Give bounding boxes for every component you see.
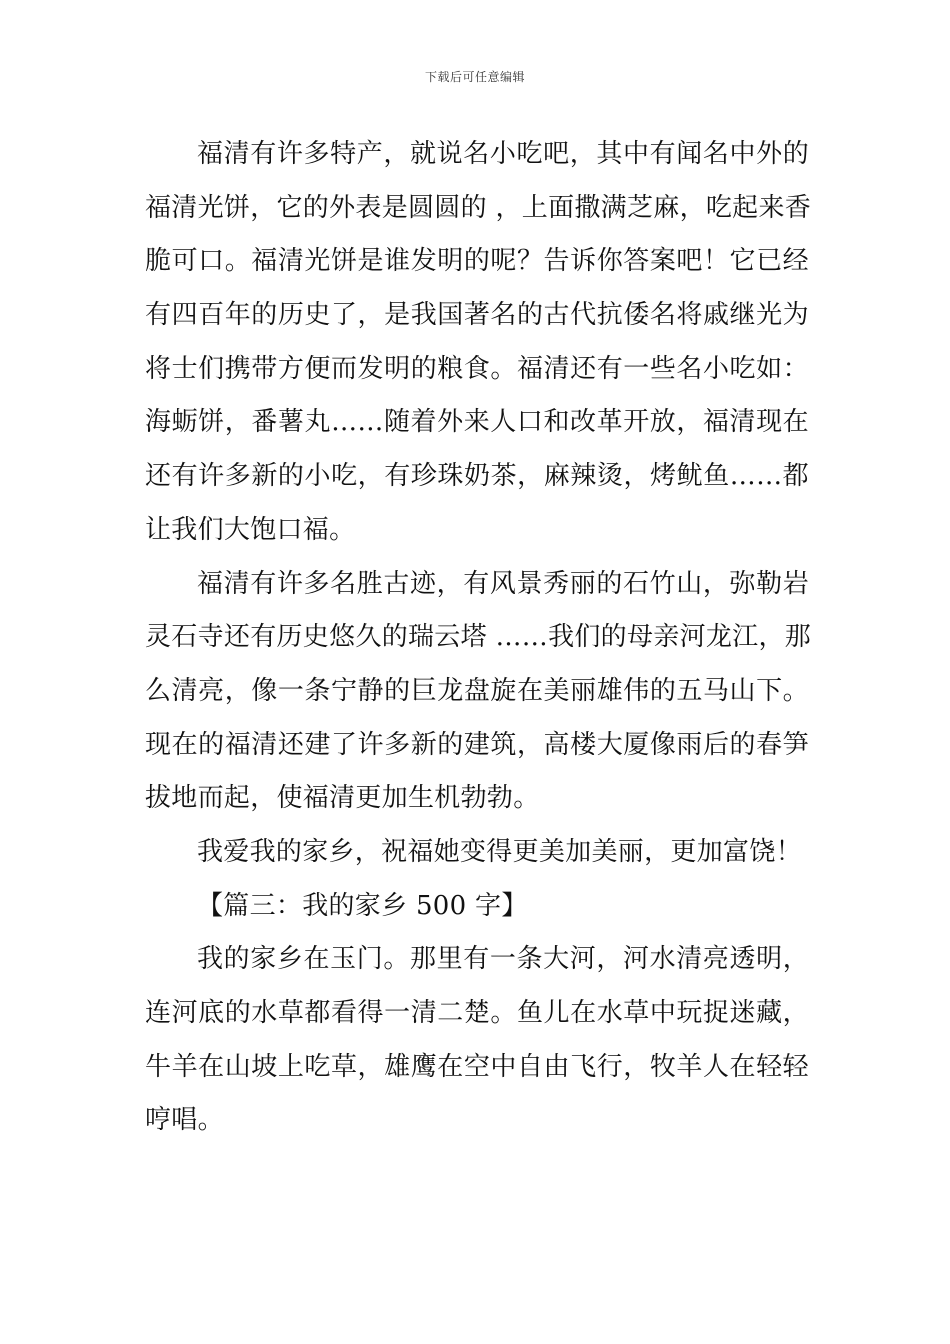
paragraph-4-line-2: 连河底的水草都看得一清二楚。鱼儿在水草中玩捉迷藏， — [145, 998, 809, 1028]
page-header: 下载后可任意编辑 — [424, 70, 525, 84]
paragraph-1-line-5: 将士们携带方便而发明的粮食。福清还有一些名小吃如： — [145, 353, 809, 384]
paragraph-3-line-1: 我爱我的家乡，祝福她变得更美加美丽，更加富饶！ — [197, 836, 802, 867]
paragraph-1-line-6: 海蛎饼，番薯丸……随着外来人口和改革开放，福清现在 — [145, 407, 809, 438]
paragraph-1-line-7: 还有许多新的小吃，有珍珠奶茶，麻辣烫，烤鱿鱼……都 — [145, 461, 809, 492]
paragraph-2-line-4: 现在的福清还建了许多新的建筑，高楼大厦像雨后的春笋 — [145, 729, 809, 760]
paragraph-1-line-2: 福清光饼，它的外表是圆圆的 ，上面撒满芝麻，吃起来香 — [145, 192, 812, 223]
paragraph-4-line-3: 牛羊在山坡上吃草，雄鹰在空中自由飞行，牧羊人在轻轻 — [145, 1051, 809, 1082]
document-body — [145, 128, 812, 1148]
paragraph-2-line-1: 福清有许多名胜古迹，有风景秀丽的石竹山，弥勒岩 — [197, 568, 809, 599]
paragraph-2-line-5: 拔地而起，使福清更加生机勃勃。 — [145, 783, 540, 814]
paragraph-1-line-3: 脆可口。福清光饼是谁发明的呢？告诉你答案吧！它已经 — [145, 246, 809, 277]
paragraph-1-line-1: 福清有许多特产，就说名小吃吧，其中有闻名中外的 — [197, 139, 809, 169]
paragraph-4-line-4: 哼唱。 — [145, 1105, 224, 1136]
paragraph-1-line-4: 有四百年的历史了，是我国著名的古代抗倭名将戚继光为 — [145, 300, 809, 331]
paragraph-2-line-3: 么清亮，像一条宁静的巨龙盘旋在美丽雄伟的五马山下。 — [145, 675, 809, 706]
paragraph-1-line-8: 让我们大饱口福。 — [145, 514, 356, 545]
paragraph-4-line-1: 我的家乡在玉门。那里有一条大河，河水清亮透明， — [197, 944, 809, 975]
paragraph-2-line-2: 灵石寺还有历史悠久的瑞云塔 ……我们的母亲河龙江，那 — [145, 622, 812, 653]
section-heading: 【篇三：我的家乡 500 字】 — [197, 890, 528, 921]
